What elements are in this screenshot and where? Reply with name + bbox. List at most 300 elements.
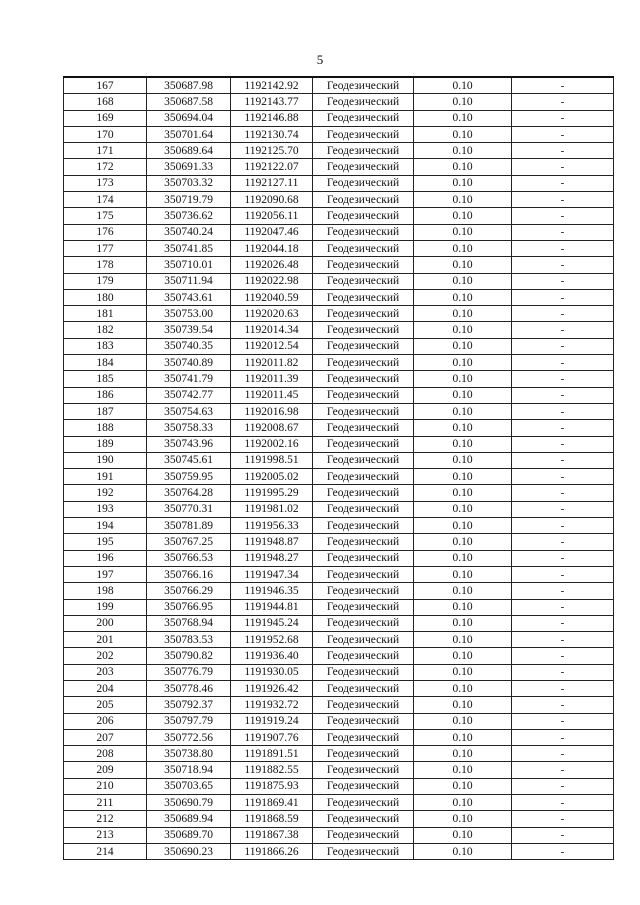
- accuracy-cell: 0.10: [414, 843, 512, 859]
- note-cell: -: [512, 257, 614, 273]
- y-coordinate-cell: 1192020.63: [231, 306, 313, 322]
- x-coordinate-cell: 350718.94: [147, 762, 231, 778]
- y-coordinate-cell: 1192056.11: [231, 208, 313, 224]
- note-cell: -: [512, 355, 614, 371]
- y-coordinate-cell: 1192047.46: [231, 224, 313, 240]
- note-cell: -: [512, 795, 614, 811]
- point-number-cell: 181: [64, 306, 147, 322]
- method-cell: Геодезический: [313, 322, 414, 338]
- x-coordinate-cell: 350742.77: [147, 387, 231, 403]
- y-coordinate-cell: 1191948.27: [231, 550, 313, 566]
- point-number-cell: 192: [64, 485, 147, 501]
- accuracy-cell: 0.10: [414, 811, 512, 827]
- note-cell: -: [512, 827, 614, 843]
- y-coordinate-cell: 1192012.54: [231, 338, 313, 354]
- note-cell: -: [512, 599, 614, 615]
- accuracy-cell: 0.10: [414, 452, 512, 468]
- y-coordinate-cell: 1191995.29: [231, 485, 313, 501]
- table-row: [64, 240, 614, 256]
- x-coordinate-cell: 350768.94: [147, 615, 231, 631]
- table-row: [64, 338, 614, 354]
- x-coordinate-cell: 350772.56: [147, 729, 231, 745]
- table-row: [64, 436, 614, 452]
- table-row: [64, 534, 614, 550]
- table-row: [64, 843, 614, 859]
- y-coordinate-cell: 1192014.34: [231, 322, 313, 338]
- note-cell: -: [512, 387, 614, 403]
- note-cell: -: [512, 322, 614, 338]
- accuracy-cell: 0.10: [414, 355, 512, 371]
- y-coordinate-cell: 1191930.05: [231, 664, 313, 680]
- point-number-cell: 185: [64, 371, 147, 387]
- method-cell: Геодезический: [313, 534, 414, 550]
- point-number-cell: 179: [64, 273, 147, 289]
- method-cell: Геодезический: [313, 371, 414, 387]
- x-coordinate-cell: 350689.70: [147, 827, 231, 843]
- table-row: [64, 289, 614, 305]
- note-cell: -: [512, 485, 614, 501]
- note-cell: -: [512, 469, 614, 485]
- note-cell: -: [512, 126, 614, 142]
- accuracy-cell: 0.10: [414, 322, 512, 338]
- point-number-cell: 200: [64, 615, 147, 631]
- table-row: [64, 518, 614, 534]
- accuracy-cell: 0.10: [414, 387, 512, 403]
- table-row: [64, 143, 614, 159]
- x-coordinate-cell: 350767.25: [147, 534, 231, 550]
- method-cell: Геодезический: [313, 664, 414, 680]
- y-coordinate-cell: 1191956.33: [231, 518, 313, 534]
- method-cell: Геодезический: [313, 762, 414, 778]
- table-row: [64, 778, 614, 794]
- x-coordinate-cell: 350790.82: [147, 648, 231, 664]
- point-number-cell: 195: [64, 534, 147, 550]
- y-coordinate-cell: 1192026.48: [231, 257, 313, 273]
- point-number-cell: 201: [64, 632, 147, 648]
- table-row: [64, 648, 614, 664]
- method-cell: Геодезический: [313, 583, 414, 599]
- method-cell: Геодезический: [313, 827, 414, 843]
- point-number-cell: 196: [64, 550, 147, 566]
- point-number-cell: 202: [64, 648, 147, 664]
- method-cell: Геодезический: [313, 257, 414, 273]
- y-coordinate-cell: 1192125.70: [231, 143, 313, 159]
- note-cell: -: [512, 762, 614, 778]
- y-coordinate-cell: 1192022.98: [231, 273, 313, 289]
- x-coordinate-cell: 350745.61: [147, 452, 231, 468]
- note-cell: -: [512, 110, 614, 126]
- accuracy-cell: 0.10: [414, 175, 512, 191]
- accuracy-cell: 0.10: [414, 583, 512, 599]
- note-cell: -: [512, 452, 614, 468]
- note-cell: -: [512, 273, 614, 289]
- point-number-cell: 193: [64, 501, 147, 517]
- x-coordinate-cell: 350687.98: [147, 77, 231, 94]
- note-cell: -: [512, 518, 614, 534]
- x-coordinate-cell: 350689.64: [147, 143, 231, 159]
- note-cell: -: [512, 778, 614, 794]
- accuracy-cell: 0.10: [414, 615, 512, 631]
- method-cell: Геодезический: [313, 795, 414, 811]
- method-cell: Геодезический: [313, 501, 414, 517]
- x-coordinate-cell: 350766.16: [147, 566, 231, 582]
- y-coordinate-cell: 1191867.38: [231, 827, 313, 843]
- point-number-cell: 169: [64, 110, 147, 126]
- table-row: [64, 566, 614, 582]
- point-number-cell: 190: [64, 452, 147, 468]
- method-cell: Геодезический: [313, 289, 414, 305]
- point-number-cell: 205: [64, 697, 147, 713]
- point-number-cell: 198: [64, 583, 147, 599]
- point-number-cell: 178: [64, 257, 147, 273]
- x-coordinate-cell: 350719.79: [147, 192, 231, 208]
- note-cell: -: [512, 680, 614, 696]
- point-number-cell: 183: [64, 338, 147, 354]
- method-cell: Геодезический: [313, 469, 414, 485]
- x-coordinate-cell: 350792.37: [147, 697, 231, 713]
- point-number-cell: 177: [64, 240, 147, 256]
- accuracy-cell: 0.10: [414, 469, 512, 485]
- accuracy-cell: 0.10: [414, 518, 512, 534]
- accuracy-cell: 0.10: [414, 485, 512, 501]
- method-cell: Геодезический: [313, 550, 414, 566]
- table-row: [64, 175, 614, 191]
- point-number-cell: 208: [64, 746, 147, 762]
- method-cell: Геодезический: [313, 632, 414, 648]
- accuracy-cell: 0.10: [414, 746, 512, 762]
- point-number-cell: 197: [64, 566, 147, 582]
- table-row: [64, 762, 614, 778]
- method-cell: Геодезический: [313, 697, 414, 713]
- point-number-cell: 168: [64, 94, 147, 110]
- method-cell: Геодезический: [313, 729, 414, 745]
- y-coordinate-cell: 1191945.24: [231, 615, 313, 631]
- y-coordinate-cell: 1192127.11: [231, 175, 313, 191]
- note-cell: -: [512, 403, 614, 419]
- accuracy-cell: 0.10: [414, 566, 512, 582]
- accuracy-cell: 0.10: [414, 77, 512, 94]
- note-cell: -: [512, 436, 614, 452]
- table-row: [64, 371, 614, 387]
- accuracy-cell: 0.10: [414, 273, 512, 289]
- table-row: [64, 192, 614, 208]
- accuracy-cell: 0.10: [414, 289, 512, 305]
- x-coordinate-cell: 350703.32: [147, 175, 231, 191]
- x-coordinate-cell: 350741.85: [147, 240, 231, 256]
- method-cell: Геодезический: [313, 518, 414, 534]
- y-coordinate-cell: 1192044.18: [231, 240, 313, 256]
- accuracy-cell: 0.10: [414, 664, 512, 680]
- note-cell: -: [512, 338, 614, 354]
- y-coordinate-cell: 1191947.34: [231, 566, 313, 582]
- point-number-cell: 175: [64, 208, 147, 224]
- note-cell: -: [512, 648, 614, 664]
- y-coordinate-cell: 1192002.16: [231, 436, 313, 452]
- table-row: [64, 94, 614, 110]
- accuracy-cell: 0.10: [414, 762, 512, 778]
- point-number-cell: 213: [64, 827, 147, 843]
- y-coordinate-cell: 1191998.51: [231, 452, 313, 468]
- x-coordinate-cell: 350740.24: [147, 224, 231, 240]
- accuracy-cell: 0.10: [414, 729, 512, 745]
- table-row: [64, 664, 614, 680]
- y-coordinate-cell: 1192040.59: [231, 289, 313, 305]
- point-number-cell: 203: [64, 664, 147, 680]
- point-number-cell: 184: [64, 355, 147, 371]
- x-coordinate-cell: 350778.46: [147, 680, 231, 696]
- x-coordinate-cell: 350703.65: [147, 778, 231, 794]
- x-coordinate-cell: 350766.29: [147, 583, 231, 599]
- accuracy-cell: 0.10: [414, 159, 512, 175]
- table-row: [64, 420, 614, 436]
- note-cell: -: [512, 289, 614, 305]
- table-row: [64, 615, 614, 631]
- table-row: [64, 355, 614, 371]
- table-row: [64, 273, 614, 289]
- x-coordinate-cell: 350781.89: [147, 518, 231, 534]
- table-row: [64, 306, 614, 322]
- method-cell: Геодезический: [313, 648, 414, 664]
- table-row: [64, 485, 614, 501]
- note-cell: -: [512, 566, 614, 582]
- point-number-cell: 204: [64, 680, 147, 696]
- accuracy-cell: 0.10: [414, 126, 512, 142]
- method-cell: Геодезический: [313, 485, 414, 501]
- y-coordinate-cell: 1191891.51: [231, 746, 313, 762]
- accuracy-cell: 0.10: [414, 534, 512, 550]
- point-number-cell: 173: [64, 175, 147, 191]
- point-number-cell: 212: [64, 811, 147, 827]
- x-coordinate-cell: 350690.23: [147, 843, 231, 859]
- method-cell: Геодезический: [313, 778, 414, 794]
- table-row: [64, 387, 614, 403]
- point-number-cell: 207: [64, 729, 147, 745]
- table-row: [64, 159, 614, 175]
- table-row: [64, 583, 614, 599]
- y-coordinate-cell: 1191981.02: [231, 501, 313, 517]
- note-cell: -: [512, 371, 614, 387]
- accuracy-cell: 0.10: [414, 403, 512, 419]
- method-cell: Геодезический: [313, 306, 414, 322]
- y-coordinate-cell: 1192005.02: [231, 469, 313, 485]
- y-coordinate-cell: 1191926.42: [231, 680, 313, 696]
- x-coordinate-cell: 350770.31: [147, 501, 231, 517]
- table-row: [64, 795, 614, 811]
- accuracy-cell: 0.10: [414, 680, 512, 696]
- accuracy-cell: 0.10: [414, 648, 512, 664]
- x-coordinate-cell: 350764.28: [147, 485, 231, 501]
- coordinates-table: [63, 76, 614, 860]
- accuracy-cell: 0.10: [414, 550, 512, 566]
- note-cell: -: [512, 746, 614, 762]
- x-coordinate-cell: 350710.01: [147, 257, 231, 273]
- y-coordinate-cell: 1191936.40: [231, 648, 313, 664]
- x-coordinate-cell: 350766.95: [147, 599, 231, 615]
- x-coordinate-cell: 350783.53: [147, 632, 231, 648]
- method-cell: Геодезический: [313, 126, 414, 142]
- accuracy-cell: 0.10: [414, 778, 512, 794]
- table-row: [64, 729, 614, 745]
- table-row: [64, 713, 614, 729]
- note-cell: -: [512, 534, 614, 550]
- accuracy-cell: 0.10: [414, 306, 512, 322]
- accuracy-cell: 0.10: [414, 208, 512, 224]
- accuracy-cell: 0.10: [414, 110, 512, 126]
- y-coordinate-cell: 1191948.87: [231, 534, 313, 550]
- x-coordinate-cell: 350691.33: [147, 159, 231, 175]
- method-cell: Геодезический: [313, 420, 414, 436]
- note-cell: -: [512, 664, 614, 680]
- point-number-cell: 199: [64, 599, 147, 615]
- table-row: [64, 224, 614, 240]
- y-coordinate-cell: 1191952.68: [231, 632, 313, 648]
- x-coordinate-cell: 350743.96: [147, 436, 231, 452]
- point-number-cell: 186: [64, 387, 147, 403]
- y-coordinate-cell: 1191868.59: [231, 811, 313, 827]
- table-row: [64, 208, 614, 224]
- table-row: [64, 599, 614, 615]
- note-cell: -: [512, 843, 614, 859]
- accuracy-cell: 0.10: [414, 143, 512, 159]
- table-row: [64, 697, 614, 713]
- point-number-cell: 210: [64, 778, 147, 794]
- table-row: [64, 403, 614, 419]
- point-number-cell: 171: [64, 143, 147, 159]
- x-coordinate-cell: 350776.79: [147, 664, 231, 680]
- point-number-cell: 167: [64, 77, 147, 94]
- y-coordinate-cell: 1191944.81: [231, 599, 313, 615]
- accuracy-cell: 0.10: [414, 713, 512, 729]
- method-cell: Геодезический: [313, 273, 414, 289]
- x-coordinate-cell: 350740.35: [147, 338, 231, 354]
- y-coordinate-cell: 1191866.26: [231, 843, 313, 859]
- x-coordinate-cell: 350766.53: [147, 550, 231, 566]
- point-number-cell: 188: [64, 420, 147, 436]
- x-coordinate-cell: 350687.58: [147, 94, 231, 110]
- method-cell: Геодезический: [313, 843, 414, 859]
- method-cell: Геодезический: [313, 355, 414, 371]
- point-number-cell: 189: [64, 436, 147, 452]
- x-coordinate-cell: 350759.95: [147, 469, 231, 485]
- accuracy-cell: 0.10: [414, 420, 512, 436]
- accuracy-cell: 0.10: [414, 599, 512, 615]
- x-coordinate-cell: 350743.61: [147, 289, 231, 305]
- method-cell: Геодезический: [313, 77, 414, 94]
- y-coordinate-cell: 1191919.24: [231, 713, 313, 729]
- table-row: [64, 469, 614, 485]
- table-row: [64, 811, 614, 827]
- accuracy-cell: 0.10: [414, 257, 512, 273]
- method-cell: Геодезический: [313, 680, 414, 696]
- method-cell: Геодезический: [313, 566, 414, 582]
- method-cell: Геодезический: [313, 338, 414, 354]
- x-coordinate-cell: 350711.94: [147, 273, 231, 289]
- method-cell: Геодезический: [313, 208, 414, 224]
- table-row: [64, 322, 614, 338]
- point-number-cell: 176: [64, 224, 147, 240]
- x-coordinate-cell: 350754.63: [147, 403, 231, 419]
- x-coordinate-cell: 350740.89: [147, 355, 231, 371]
- x-coordinate-cell: 350738.80: [147, 746, 231, 762]
- point-number-cell: 174: [64, 192, 147, 208]
- y-coordinate-cell: 1191875.93: [231, 778, 313, 794]
- y-coordinate-cell: 1192090.68: [231, 192, 313, 208]
- table-row: [64, 680, 614, 696]
- accuracy-cell: 0.10: [414, 192, 512, 208]
- table-row: [64, 257, 614, 273]
- y-coordinate-cell: 1192130.74: [231, 126, 313, 142]
- x-coordinate-cell: 350758.33: [147, 420, 231, 436]
- method-cell: Геодезический: [313, 615, 414, 631]
- y-coordinate-cell: 1191946.35: [231, 583, 313, 599]
- accuracy-cell: 0.10: [414, 371, 512, 387]
- note-cell: -: [512, 615, 614, 631]
- note-cell: -: [512, 77, 614, 94]
- x-coordinate-cell: 350690.79: [147, 795, 231, 811]
- y-coordinate-cell: 1192143.77: [231, 94, 313, 110]
- note-cell: -: [512, 192, 614, 208]
- y-coordinate-cell: 1192146.88: [231, 110, 313, 126]
- accuracy-cell: 0.10: [414, 795, 512, 811]
- table-row: [64, 110, 614, 126]
- table-row: [64, 746, 614, 762]
- method-cell: Геодезический: [313, 94, 414, 110]
- note-cell: -: [512, 713, 614, 729]
- point-number-cell: 172: [64, 159, 147, 175]
- table-row: [64, 501, 614, 517]
- y-coordinate-cell: 1192011.45: [231, 387, 313, 403]
- y-coordinate-cell: 1192142.92: [231, 77, 313, 94]
- y-coordinate-cell: 1191907.76: [231, 729, 313, 745]
- y-coordinate-cell: 1192011.39: [231, 371, 313, 387]
- y-coordinate-cell: 1191932.72: [231, 697, 313, 713]
- x-coordinate-cell: 350736.62: [147, 208, 231, 224]
- table-row: [64, 827, 614, 843]
- point-number-cell: 180: [64, 289, 147, 305]
- method-cell: Геодезический: [313, 713, 414, 729]
- accuracy-cell: 0.10: [414, 632, 512, 648]
- method-cell: Геодезический: [313, 175, 414, 191]
- note-cell: -: [512, 175, 614, 191]
- method-cell: Геодезический: [313, 599, 414, 615]
- y-coordinate-cell: 1192122.07: [231, 159, 313, 175]
- note-cell: -: [512, 208, 614, 224]
- note-cell: -: [512, 632, 614, 648]
- method-cell: Геодезический: [313, 159, 414, 175]
- table-row: [64, 452, 614, 468]
- method-cell: Геодезический: [313, 403, 414, 419]
- note-cell: -: [512, 420, 614, 436]
- method-cell: Геодезический: [313, 110, 414, 126]
- note-cell: -: [512, 159, 614, 175]
- note-cell: -: [512, 306, 614, 322]
- accuracy-cell: 0.10: [414, 224, 512, 240]
- point-number-cell: 206: [64, 713, 147, 729]
- table-row: [64, 126, 614, 142]
- point-number-cell: 182: [64, 322, 147, 338]
- y-coordinate-cell: 1192011.82: [231, 355, 313, 371]
- note-cell: -: [512, 550, 614, 566]
- note-cell: -: [512, 811, 614, 827]
- note-cell: -: [512, 240, 614, 256]
- accuracy-cell: 0.10: [414, 240, 512, 256]
- table-row: [64, 550, 614, 566]
- accuracy-cell: 0.10: [414, 697, 512, 713]
- x-coordinate-cell: 350689.94: [147, 811, 231, 827]
- note-cell: -: [512, 94, 614, 110]
- accuracy-cell: 0.10: [414, 338, 512, 354]
- method-cell: Геодезический: [313, 192, 414, 208]
